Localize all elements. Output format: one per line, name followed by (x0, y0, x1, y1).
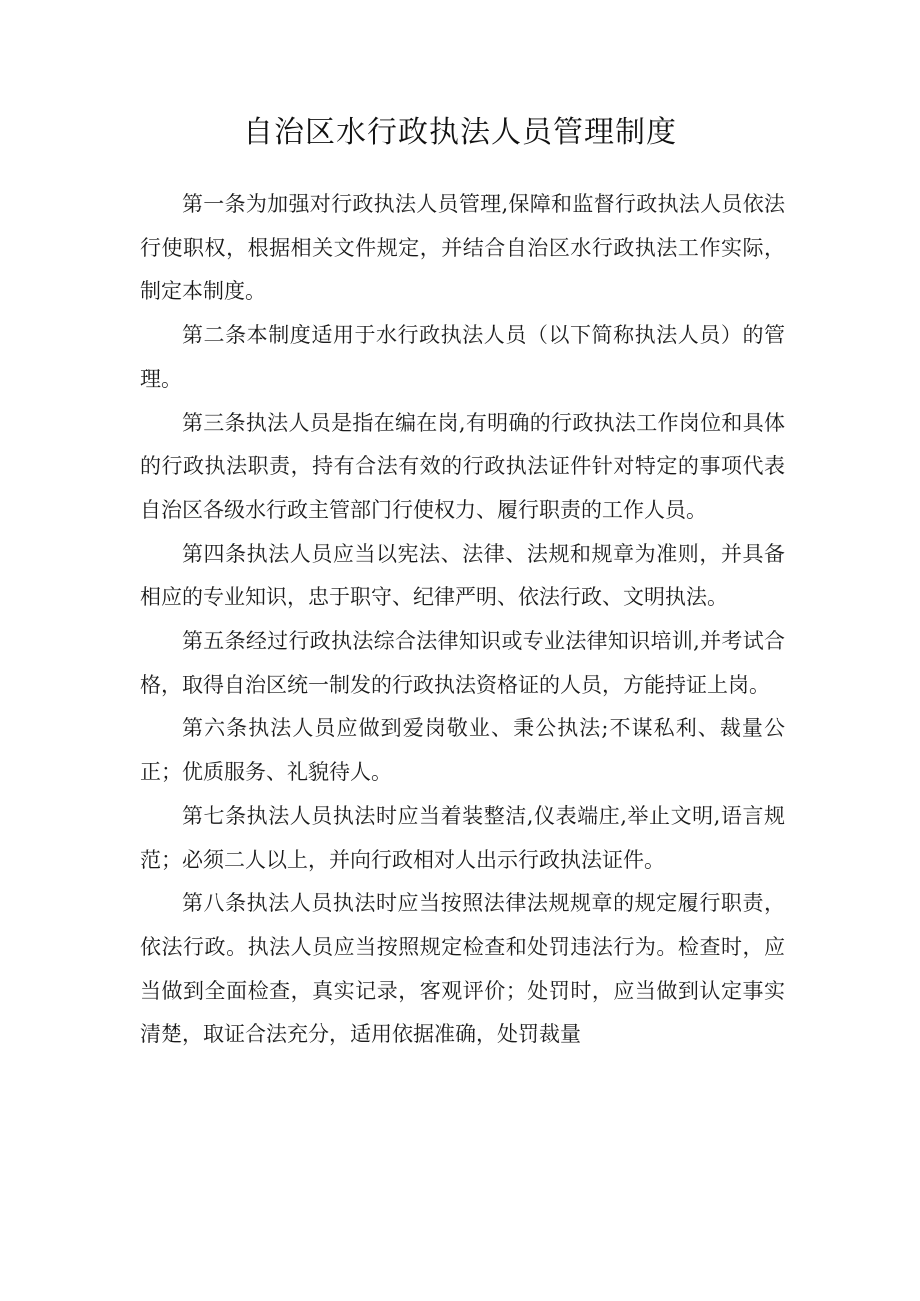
article-6: 第六条执法人员应做到爱岗敬业、秉公执法;不谋私利、裁量公正；优质服务、礼貌待人。 (140, 716, 785, 785)
article-3: 第三条执法人员是指在编在岗,有明确的行政执法工作岗位和具体的行政执法职责，持有合法有效的行政执法证件针对特定的事项代表自治区各级水行政主管部门行使权力、履行职责的工作人员。 (140, 410, 785, 522)
article-2: 第二条本制度适用于水行政执法人员（以下简称执法人员）的管理。 (140, 323, 785, 391)
article-4: 第四条执法人员应当以宪法、法律、法规和规章为准则，并具备相应的专业知识，忠于职守、纪律严明、依法行政、文明执法。 (140, 541, 785, 610)
article-5: 第五条经过行政执法综合法律知识或专业法律知识培训,并考试合格，取得自治区统一制发的行政执法资格证的人员，方能持证上岗。 (140, 629, 785, 697)
article-7: 第七条执法人员执法时应当着装整洁,仪表端庄,举止文明,语言规范；必须二人以上，并向行政相对人出示行政执法证件。 (140, 803, 785, 872)
document-title: 自治区水行政执法人员管理制度 (243, 115, 677, 150)
document-body (140, 183, 785, 1057)
article-8: 第八条执法人员执法时应当按照法律法规规章的规定履行职责，依法行政。执法人员应当按照规定检查和处罚违法行为。检查时，应当做到全面检查，真实记录，客观评价；处罚时，应当做到认定事实清楚，取证合法充分，适用依据准确，处罚裁量 (140, 891, 785, 1047)
article-1: 第一条为加强对行政执法人员管理,保障和监督行政执法人员依法行使职权，根据相关文件规定，并结合自治区水行政执法工作实际，制定本制度。 (140, 192, 785, 304)
